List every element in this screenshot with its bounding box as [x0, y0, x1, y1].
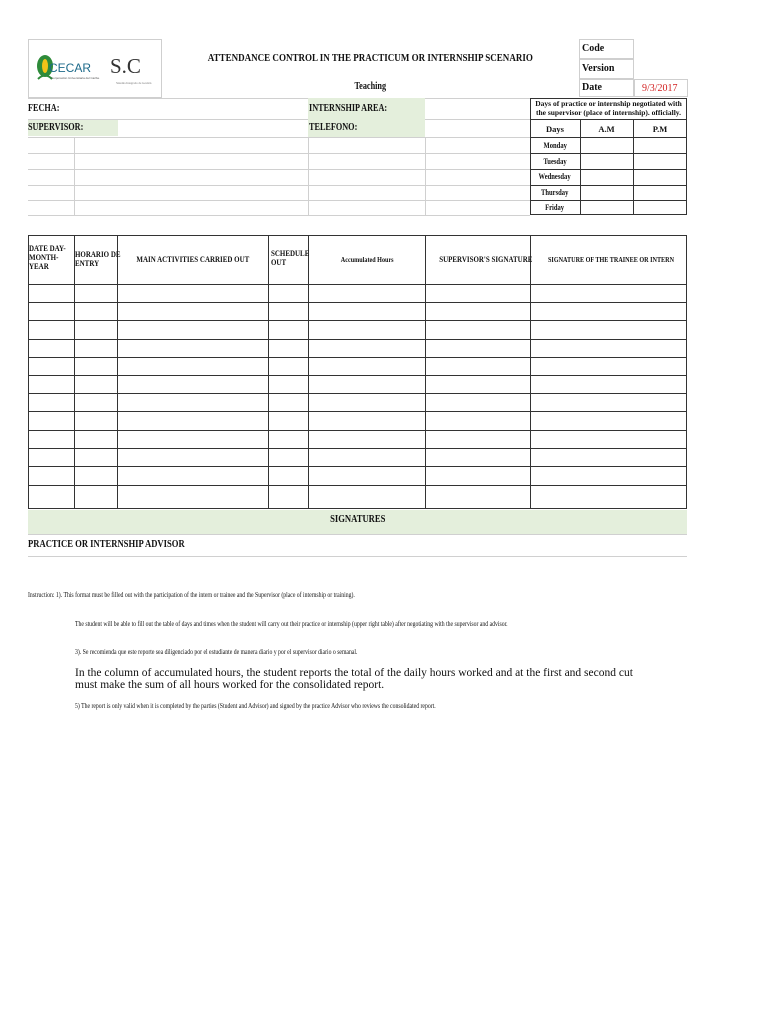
cecar-logo [34, 52, 100, 88]
col-supervisor-sig-header: SUPERVISOR'S SIGNATURE [439, 254, 533, 264]
col-date-header: DATE DAY-MONTH- YEAR [29, 243, 66, 271]
schedule-col-pm: P.M [652, 124, 668, 134]
col-hours-header: Accumulated Hours [340, 255, 394, 264]
page-title: ATTENDANCE CONTROL IN THE PRACTICUM OR INTERNSHIP SCENARIO [207, 52, 534, 64]
schedule-title: Days of practice or internship negotiated with the supervisor (place of internship). officially. [535, 99, 682, 117]
supervisor-label: SUPERVISOR: [28, 122, 84, 133]
col-entry-header: HORARIO DE ENTRY [75, 249, 121, 268]
version-cell: Version [579, 59, 634, 79]
signatures-title: SIGNATURES [329, 514, 386, 525]
sc-logo-subtext: Sistema Integrado de Gestión [116, 81, 152, 85]
attendance-table [28, 235, 687, 509]
schedule-day-thursday: Thursday [541, 188, 569, 197]
schedule-day-wednesday: Wednesday [538, 172, 572, 181]
col-schedule-out-header: SCHEDULE OUT [271, 248, 310, 267]
schedule-day-friday: Friday [545, 203, 565, 212]
fecha-label: FECHA: [28, 103, 60, 114]
date-value-cell [634, 79, 688, 97]
instruction-1: Instruction: 1). This format must be filled out with the participation of the intern or trainee and the Supervisor (place of internship or training). [28, 591, 355, 599]
instruction-2: The student will be able to fill out the table of days and times when the student will carry out their practice or internship (upper right table) after negotiating with the supervisor and advisor. [75, 620, 508, 628]
advisor-label: PRACTICE OR INTERNSHIP ADVISOR [28, 539, 185, 550]
telefono-field[interactable] [426, 120, 529, 136]
internship-area-label: INTERNSHIP AREA: [309, 103, 388, 114]
col-activities-header: MAIN ACTIVITIES CARRIED OUT [136, 254, 250, 264]
supervisor-field[interactable] [119, 120, 307, 136]
sc-logo-text: S.C [110, 54, 141, 78]
date-label-cell: Date [579, 79, 634, 97]
instruction-5: 5) The report is only valid when it is completed by the parties (Student and Advisor) and signed by the practice Advisor who reviews the consolidated report. [75, 702, 436, 710]
page-subtitle: Teaching [354, 81, 387, 92]
schedule-col-days: Days [546, 124, 564, 134]
schedule-col-am: A.M [598, 124, 615, 134]
code-cell: Code [579, 39, 634, 59]
sc-logo [110, 54, 158, 90]
internship-area-field[interactable] [426, 99, 529, 118]
cecar-logo-subtext: Corporación Universitaria del Caribe [51, 76, 100, 80]
cecar-logo-text: CECAR [49, 61, 92, 75]
col-trainee-sig-header: SIGNATURE OF THE TRAINEE OR INTERN [548, 255, 675, 264]
schedule-day-monday: Monday [543, 141, 567, 150]
date-value: 9/3/2017 [642, 83, 678, 94]
fecha-field[interactable] [75, 99, 307, 118]
telefono-label: TELEFONO: [309, 122, 358, 133]
instruction-3: 3). Se recomienda que este reporte sea diligenciado por el estudiante de manera diario y por el supervisor diario o semanal. [75, 648, 358, 656]
instruction-4: In the column of accumulated hours, the student reports the total of the daily hours worked and at the first and second cut must make the sum of all hours worked for the consolidated report. [75, 667, 633, 691]
schedule-day-tuesday: Tuesday [543, 157, 567, 166]
